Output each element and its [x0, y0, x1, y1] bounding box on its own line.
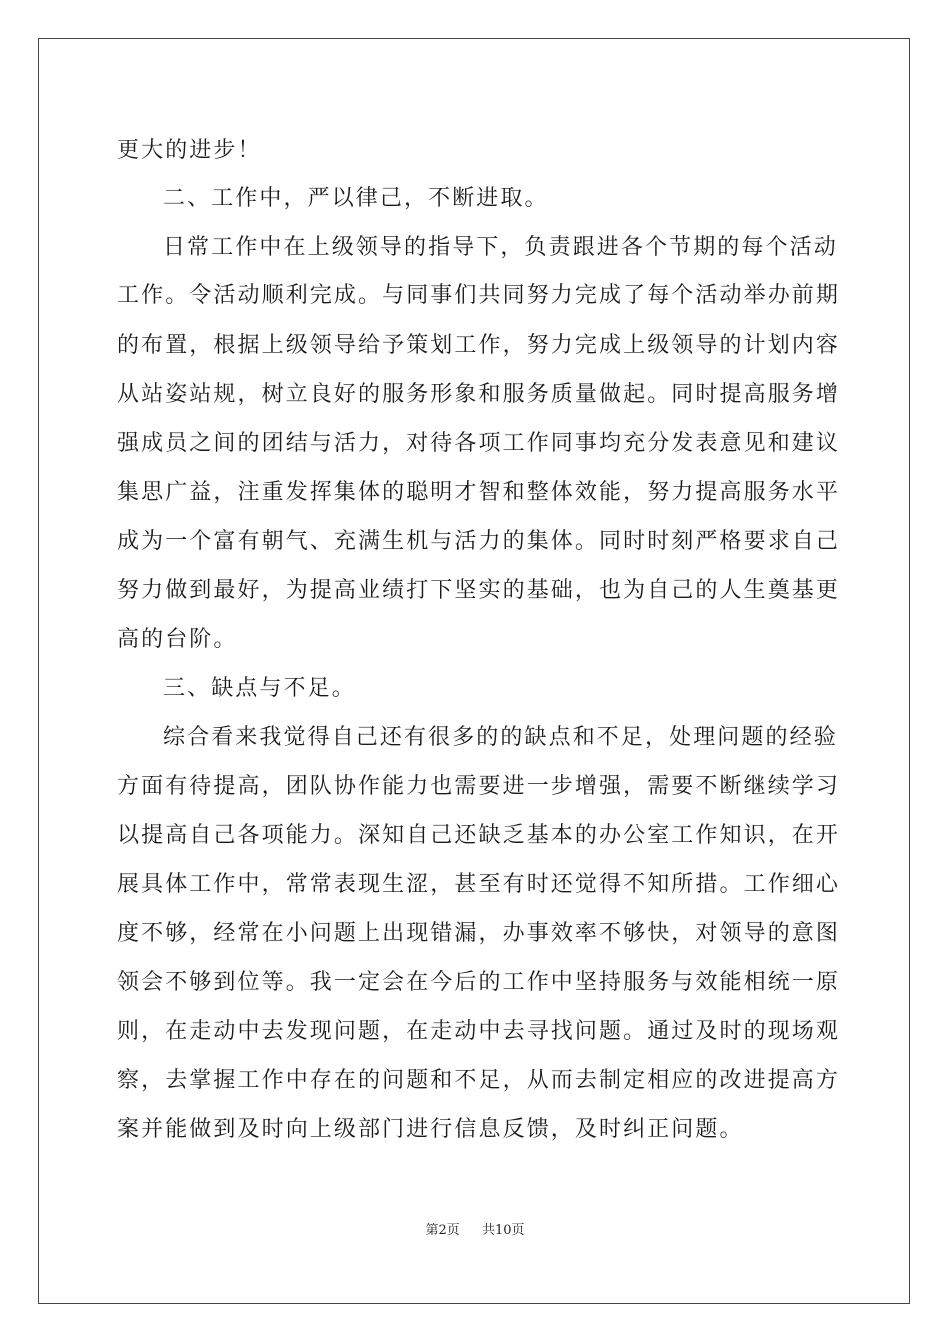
text-line: 察，去掌握工作中存在的问题和不足，从而去制定相应的改进提高方 [117, 1068, 841, 1093]
text-line: 则，在走动中去发现问题，在走动中去寻找问题。通过及时的现场观 [117, 1019, 841, 1044]
section-heading: 二、工作中，严以律己，不断进取。 [163, 186, 549, 211]
text-line: 强成员之间的团结与活力，对待各项工作同事均充分发表意见和建议 [117, 431, 841, 456]
page-total: 共10页 [482, 1223, 525, 1238]
section-heading: 三、缺点与不足。 [163, 676, 356, 701]
page-footer [0, 1219, 950, 1238]
text-line: 方面有待提高，团队协作能力也需要进一步增强，需要不断继续学习 [117, 774, 841, 799]
text-line: 日常工作中在上级领导的指导下，负责跟进各个节期的每个活动 [163, 235, 838, 260]
text-line: 展具体工作中，常常表现生涩，甚至有时还觉得不知所措。工作细心 [117, 872, 841, 897]
text-line: 从站姿站规，树立良好的服务形象和服务质量做起。同时提高服务增 [117, 382, 841, 407]
text-line: 综合看来我觉得自己还有很多的的缺点和不足，处理问题的经验 [163, 725, 838, 750]
page-number: 第2页 [425, 1223, 460, 1238]
text-line: 的布置，根据上级领导给予策划工作，努力完成上级领导的计划内容 [117, 333, 841, 358]
text-line: 以提高自己各项能力。深知自己还缺乏基本的办公室工作知识，在开 [117, 823, 841, 848]
text-line: 案并能做到及时向上级部门进行信息反馈，及时纠正问题。 [117, 1117, 744, 1142]
text-line: 领会不够到位等。我一定会在今后的工作中坚持服务与效能相统一原 [117, 970, 841, 995]
text-line: 高的台阶。 [117, 627, 238, 652]
text-line: 集思广益，注重发挥集体的聪明才智和整体效能，努力提高服务水平 [117, 480, 841, 505]
text-line: 度不够，经常在小问题上出现错漏，办事效率不够快，对领导的意图 [117, 921, 841, 946]
text-line: 更大的进步！ [117, 138, 262, 163]
page-border [38, 38, 910, 1304]
text-line: 工作。令活动顺利完成。与同事们共同努力完成了每个活动举办前期 [117, 283, 841, 308]
text-line: 成为一个富有朝气、充满生机与活力的集体。同时时刻严格要求自己 [117, 529, 841, 554]
text-line: 努力做到最好，为提高业绩打下坚实的基础，也为自己的人生奠基更 [117, 578, 841, 603]
